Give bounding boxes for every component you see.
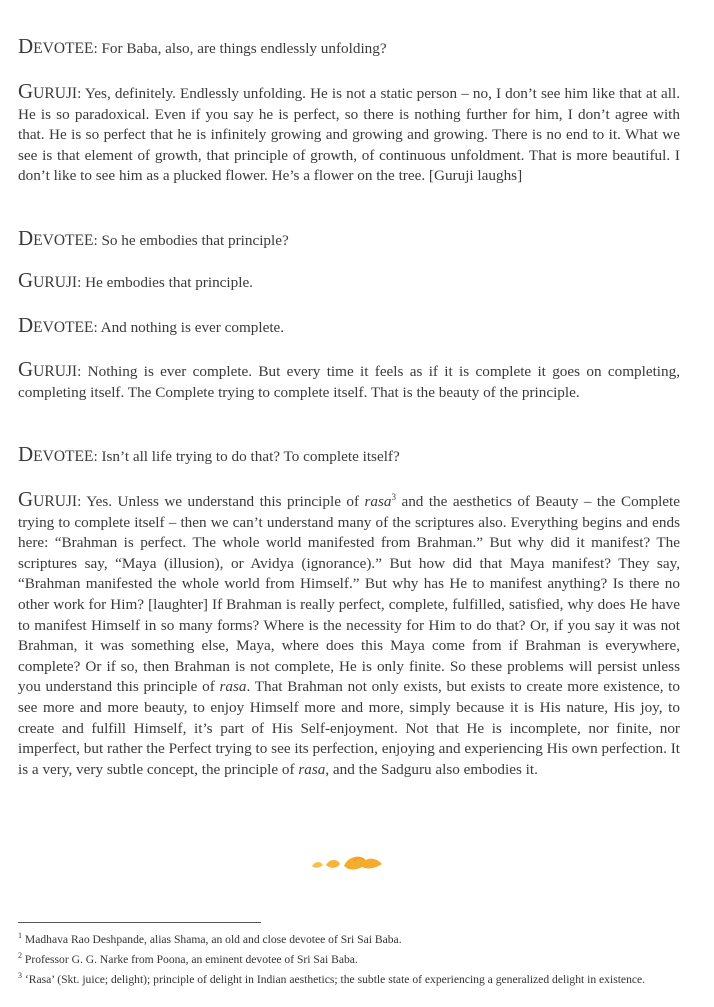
- italic-term: rasa: [298, 760, 326, 778]
- footnote-3: $^3$ ‘Rasa’ (Skt. juice; delight); principle of delight in Indian aesthetics; the subtle state of experiencing a generalized delight in existence.: [18, 971, 646, 986]
- dialogue-paragraph-7: DEVOTEE: Isn’t all life trying to do that? To complete itself?: [18, 442, 400, 466]
- dialogue-paragraph-4: GURUJI: He embodies that principle.: [18, 268, 253, 292]
- speaker-label: DEVOTEE: [18, 442, 94, 466]
- speaker-label: DEVOTEE: [18, 34, 94, 58]
- speaker-label: GURUJI: [18, 268, 78, 292]
- italic-term: rasa: [364, 493, 392, 510]
- dialogue-paragraph-2: GURUJI: Yes, definitely. Endlessly unfolding. He is not a static person – no, I don’t see him like that at all. He is so paradoxical. Even if you say he is perfect, so there is nothing further for him, I don’t agree with that. He is so perfect that he is infinitely growing and growing and growing. There is no end to it. What we see is that element of growth, that principle of growth, of continuous unfoldment. That is more beautiful. I don’t like to see him as a plucked flower. He’s a flower on the tree. [Guruji laughs]: [18, 79, 680, 185]
- dialogue-paragraph-3: DEVOTEE: So he embodies that principle?: [18, 226, 289, 250]
- speaker-label: DEVOTEE: [18, 226, 94, 250]
- italic-term: rasa: [219, 678, 247, 696]
- speaker-label: GURUJI: [18, 79, 78, 103]
- footnote-1: $^1$ Madhava Rao Deshpande, alias Shama, an old and close devotee of Sri Sai Baba.: [18, 931, 402, 946]
- dialogue-paragraph-1: DEVOTEE: For Baba, also, are things endlessly unfolding?: [18, 34, 387, 58]
- speaker-label: GURUJI: [18, 357, 78, 381]
- dialogue-paragraph-5: DEVOTEE: And nothing is ever complete.: [18, 313, 285, 337]
- footnote-2: $^2$ Professor G. G. Narke from Poona, an eminent devotee of Sri Sai Baba.: [18, 951, 358, 966]
- dialogue-paragraph-6: GURUJI: Nothing is ever complete. But every time it feels as if it is complete it goes on completing, completing itself. The Complete trying to complete itself. That is the beauty of the principle.: [18, 357, 680, 401]
- speaker-label: DEVOTEE: [18, 313, 94, 337]
- dialogue-paragraph-8: GURUJI: Yes. Unless we understand this principle of rasa$^3$ and the aesthetics of Beauty – the Complete trying to complete itself – then we can’t understand many of the scriptures also. Everything begins and ends here: “Brahman is perfect. The whole world manifested from Brahman.” But why did it manifest? The scriptures say, “Maya (illusion), or Avidya (ignorance).” But how did that Maya manifest? They say, “Brahman manifested the whole world from Himself.” But why has He to manifest anything? Is there no other work for Him? [laughter] If Brahman is really perfect, complete, fulfilled, satisfied, why does He have to manifest Himself in so many forms? Where is the necessity for Him to do that? Or, if you say it was not Brahman, it was something else, Maya, where does this Maya come from if Brahman is everywhere, complete? Or if so, then Brahman is not complete, He is only finite. So these problems will persist unless you understand this principle of rasa. That Brahman not only exists, but exists to create more existence, to see more and more beauty, to enjoy Himself more and more, simply because it is His nature, His joy, to create and fulfill Himself, it’s part of His Self-enjoyment. Not that He is incomplete, nor finite, nor imperfect, but rather the Perfect trying to see its perfection, enjoying and experiencing His own perfection. It is a very, very subtle concept, the principle of rasa, and the Sadguru also embodies it.: [18, 487, 680, 778]
- speaker-label: GURUJI: [18, 487, 78, 511]
- flower-ornament-icon: [310, 852, 390, 874]
- footnote-divider: [18, 922, 261, 923]
- footnote-ref: 3: [391, 491, 397, 502]
